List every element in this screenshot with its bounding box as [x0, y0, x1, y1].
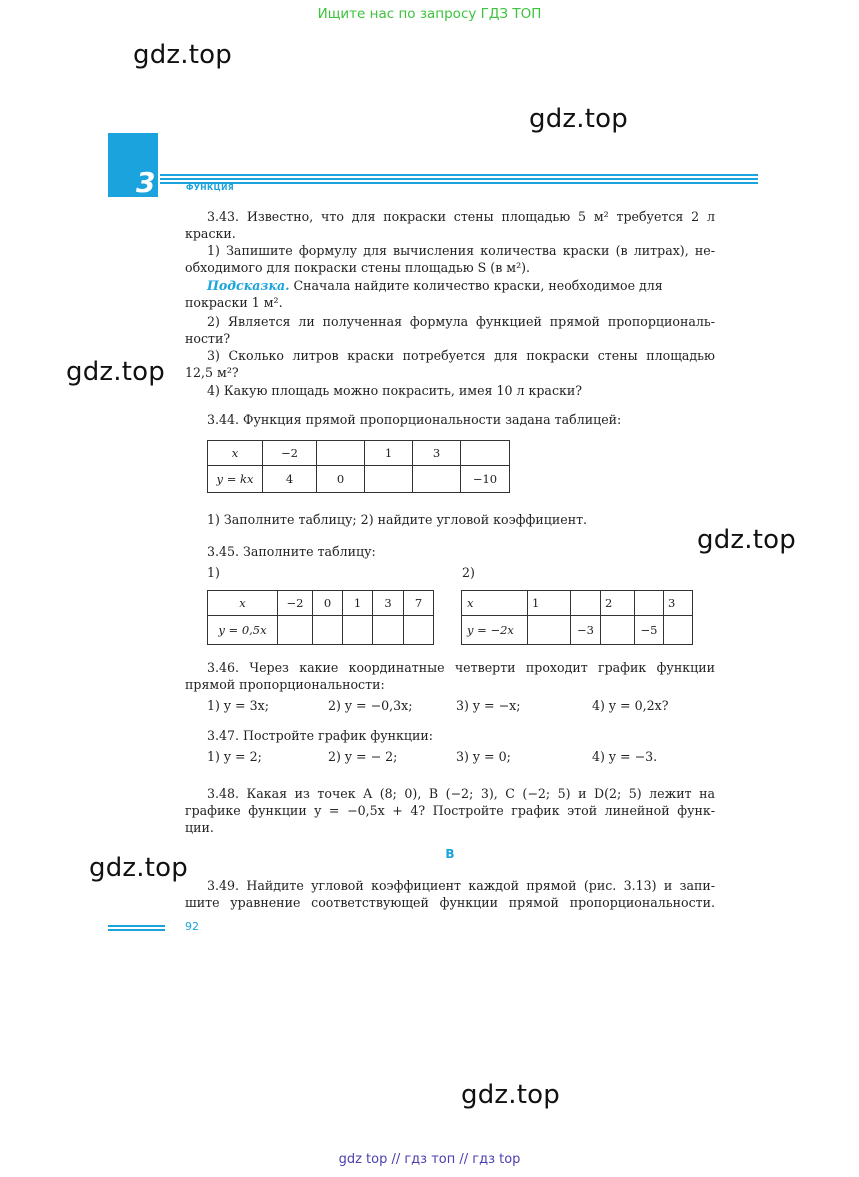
table-cell: x [208, 591, 278, 616]
table-cell [317, 441, 365, 466]
exercise-3-45-intro: 3.45. Заполните таблицу: [207, 544, 376, 559]
table-row [462, 591, 693, 616]
option: 2) y = − 2; [328, 749, 398, 764]
table-3-45-2 [461, 590, 693, 645]
watermark: gdz.top [133, 40, 232, 70]
watermark: gdz.top [89, 853, 188, 883]
exercise-3-43-hint [207, 277, 715, 294]
exercise-3-48-line: ции. [185, 820, 214, 835]
table-cell: −10 [461, 466, 510, 493]
exercise-3-49-line: 3.49. Найдите угловой коэффициент каждой прямой (рис. 3.13) и запи- [207, 878, 715, 893]
chapter-title: ФУНКЦИЯ [186, 183, 235, 192]
footer-rule [108, 929, 165, 931]
table-cell [528, 616, 571, 645]
table-cell [461, 441, 510, 466]
exercise-3-46-line: прямой пропорциональности: [185, 677, 385, 692]
exercise-3-49-line: шите уравнение соответствующей функции прямой пропорциональности. [185, 895, 715, 910]
table-cell: 2 [601, 591, 635, 616]
exercise-3-43-line: 4) Какую площадь можно покрасить, имея 10 л краски? [207, 383, 583, 398]
table-cell [365, 466, 413, 493]
exercise-3-43-line: 3) Сколько литров краски потребуется для покраски стены площадью [207, 348, 715, 363]
table-cell: 1 [365, 441, 413, 466]
table-cell: 4 [263, 466, 317, 493]
table-cell: x [208, 441, 263, 466]
table-label: 1) [207, 565, 220, 580]
bottom-links[interactable]: gdz top // гдз топ // гдз top [338, 1152, 521, 1167]
top-search-hint[interactable]: Ищите нас по запросу ГДЗ ТОП [317, 6, 542, 22]
option: 3) y = −x; [456, 698, 521, 713]
exercise-3-43-line: 3.43. Известно, что для покраски стены площадью 5 м² требуется 2 л [207, 209, 715, 224]
table-row [462, 616, 693, 645]
watermark: gdz.top [529, 104, 628, 134]
chapter-rule [160, 182, 758, 184]
option: 2) y = −0,3x; [328, 698, 413, 713]
table-row [208, 466, 510, 493]
table-cell: 3 [664, 591, 693, 616]
table-cell: x [462, 591, 528, 616]
chapter-rule [160, 178, 758, 180]
table-cell: −2 [278, 591, 313, 616]
table-row [208, 616, 434, 645]
option: 4) y = 0,2x? [592, 698, 669, 713]
watermark: gdz.top [697, 525, 796, 555]
chapter-number: 3 [136, 166, 156, 199]
table-row [208, 441, 510, 466]
exercise-3-43-line: покраски 1 м². [185, 295, 283, 310]
watermark: gdz.top [461, 1080, 560, 1110]
option: 4) y = −3. [592, 749, 658, 764]
table-cell: y = kx [208, 466, 263, 493]
exercise-3-43-line: ности? [185, 331, 231, 346]
table-cell: −3 [571, 616, 601, 645]
table-row [208, 591, 434, 616]
table-cell [313, 616, 343, 645]
table-cell: y = 0,5x [208, 616, 278, 645]
table-cell: 3 [373, 591, 404, 616]
exercise-3-43-line: 2) Является ли полученная формула функцией прямой пропорциональ- [207, 314, 715, 329]
exercise-3-43-line: краски. [185, 226, 236, 241]
page-number: 92 [185, 920, 199, 933]
watermark: gdz.top [66, 357, 165, 387]
exercise-3-44-task: 1) Заполните таблицу; 2) найдите угловой коэффициент. [207, 512, 588, 527]
option: 1) y = 2; [207, 749, 262, 764]
exercise-3-44-intro: 3.44. Функция прямой пропорциональности задана таблицей: [207, 412, 622, 427]
table-cell [373, 616, 404, 645]
exercise-3-48-line: 3.48. Какая из точек A (8; 0), B (−2; 3), C (−2; 5) и D(2; 5) лежит на [207, 786, 715, 801]
footer-rule [108, 925, 165, 927]
chapter-rule [160, 174, 758, 176]
table-cell [278, 616, 313, 645]
table-3-44 [207, 440, 510, 493]
exercise-3-46-line: 3.46. Через какие координатные четверти проходит график функции [207, 660, 715, 675]
table-cell [413, 466, 461, 493]
hint-label: Подсказка. [207, 278, 290, 293]
table-cell: 3 [413, 441, 461, 466]
option: 1) y = 3x; [207, 698, 269, 713]
table-3-45-1 [207, 590, 434, 645]
table-cell: 0 [317, 466, 365, 493]
hint-text: Сначала найдите количество краски, необходимое для [289, 278, 663, 293]
table-cell: 1 [343, 591, 373, 616]
exercise-3-43-line: обходимого для покраски стены площадью S (в м²). [185, 260, 531, 275]
table-cell [343, 616, 373, 645]
table-cell [404, 616, 434, 645]
section-b-label: B [445, 847, 455, 861]
table-cell: −5 [635, 616, 664, 645]
table-cell: 7 [404, 591, 434, 616]
exercise-3-43-line: 1) Запишите формулу для вычисления количества краски (в литрах), не- [207, 243, 715, 258]
table-cell: 1 [528, 591, 571, 616]
option: 3) y = 0; [456, 749, 511, 764]
table-cell [601, 616, 635, 645]
table-cell [664, 616, 693, 645]
table-cell: 0 [313, 591, 343, 616]
exercise-3-47-intro: 3.47. Постройте график функции: [207, 728, 434, 743]
table-label: 2) [462, 565, 475, 580]
table-cell: y = −2x [462, 616, 528, 645]
exercise-3-48-line: графике функции y = −0,5x + 4? Постройте график этой линейной функ- [185, 803, 715, 818]
table-cell [571, 591, 601, 616]
table-cell [635, 591, 664, 616]
table-cell: −2 [263, 441, 317, 466]
exercise-3-43-line: 12,5 м²? [185, 365, 239, 380]
